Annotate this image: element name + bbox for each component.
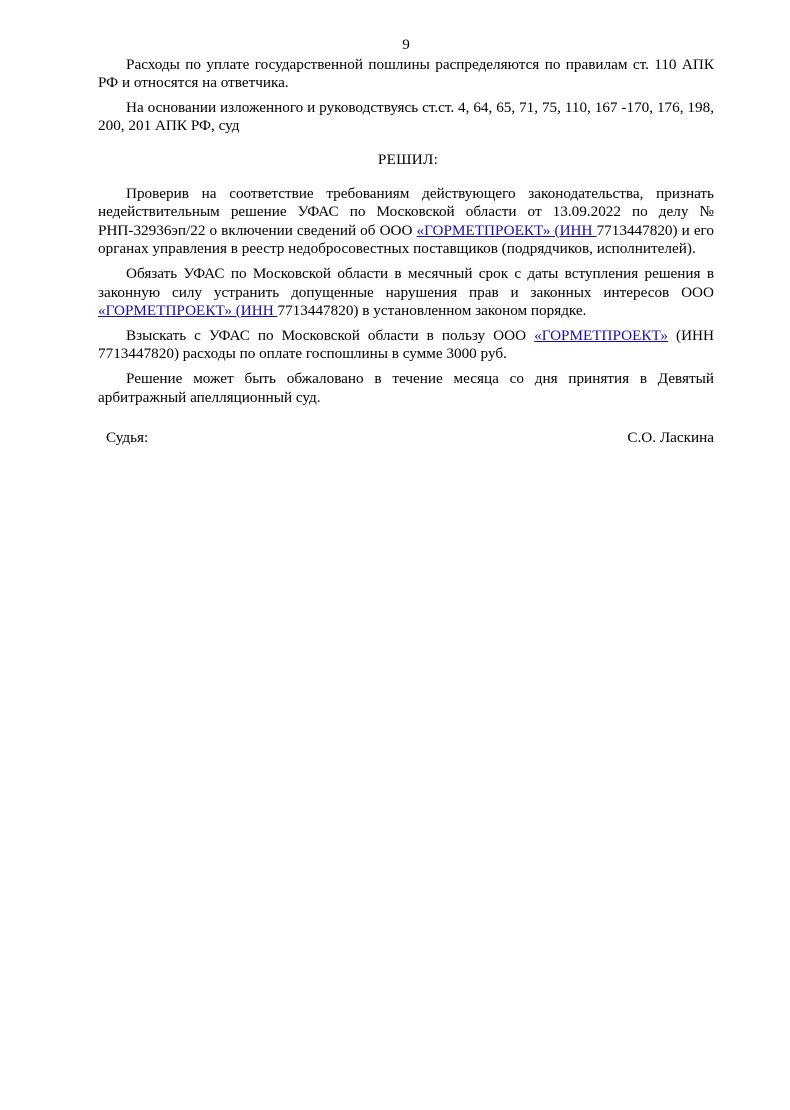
text-segment: (ИНН 7713447820) расходы по оплате госпошлины в сумме 3000 руб.	[98, 326, 714, 363]
decision-heading: РЕШИЛ:	[377, 150, 439, 168]
paragraph-recover-costs	[98, 327, 714, 364]
signature-block	[98, 429, 714, 448]
text-segment: Взыскать с УФАС по Московской области в пользу ООО	[126, 326, 535, 344]
page-number: 9	[402, 36, 410, 53]
text-segment: 7713447820) и его органах управления в реестр недобросовестных поставщиков (подрядчиков, исполнителей).	[98, 221, 714, 258]
text-segment: Проверив на соответствие требованиям действующего законодательства, признать недействительным решение УФАС по Московской области от 13.09.2022 по делу № РНП-32936эп/22 о включении сведений об ООО	[98, 184, 714, 239]
text-segment: 7713447820) в установленном законом порядке.	[277, 302, 587, 320]
company-link[interactable]: «ГОРМЕТПРОЕКТ» (ИНН	[416, 221, 597, 239]
document-body	[98, 36, 714, 448]
paragraph-court-fees: Расходы по уплате государственной пошлины распределяются по правилам ст. 110 АПК РФ и относятся на ответчика.	[98, 55, 714, 92]
paragraph-obligation	[98, 265, 714, 321]
paragraph-appeal: Решение может быть обжаловано в течение месяца со дня принятия в Девятый арбитражный апелляционный суд.	[98, 369, 714, 406]
paragraph-legal-basis: На основании изложенного и руководствуясь ст.ст. 4, 64, 65, 71, 75, 110, 167 -170, 176, 198, 200, 201 АПК РФ, суд	[98, 98, 714, 135]
judge-name: С.О. Ласкина	[627, 429, 714, 447]
signature-label: Судья:	[106, 429, 149, 447]
company-link[interactable]: «ГОРМЕТПРОЕКТ» (ИНН	[98, 302, 278, 320]
text-segment: Обязать УФАС по Московской области в месячный срок с даты вступления решения в законную силу устранить допущенные нарушения прав и законных интересов ООО	[98, 264, 714, 301]
company-link[interactable]: «ГОРМЕТПРОЕКТ»	[534, 326, 669, 344]
paragraph-invalidate-decision	[98, 185, 714, 259]
